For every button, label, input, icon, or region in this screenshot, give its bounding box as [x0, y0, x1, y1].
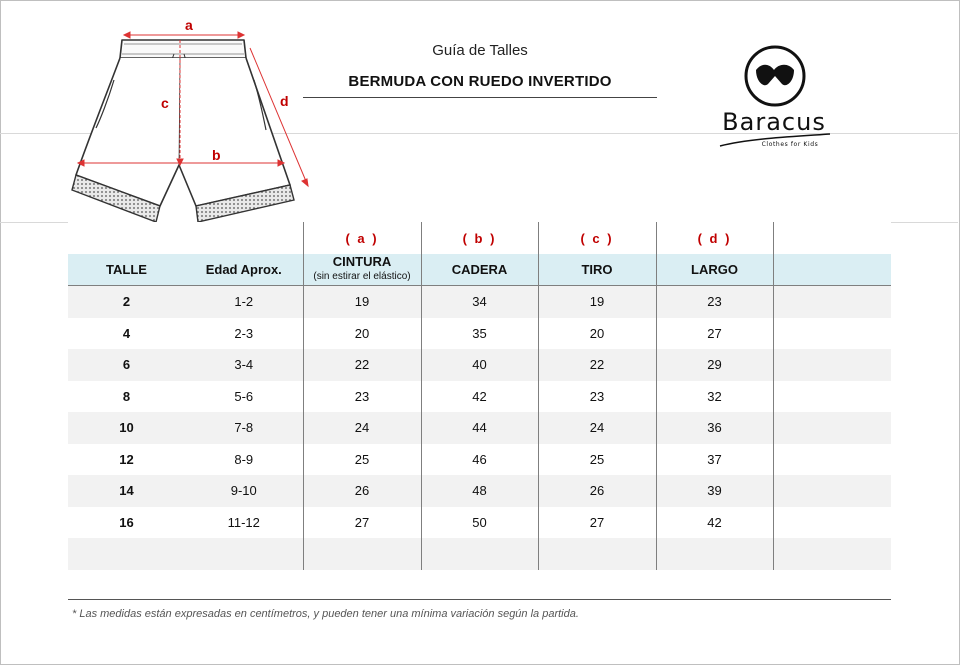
sheet-gridline: [891, 222, 958, 223]
cell-largo: 36: [656, 412, 773, 444]
header-row: [68, 254, 891, 286]
cell-cintura: 20: [303, 318, 421, 350]
header-extra: [773, 254, 891, 286]
letter-cell: ( a ): [303, 222, 421, 254]
header-talle: TALLE: [68, 254, 185, 286]
cell-cadera: 46: [421, 444, 538, 476]
label-a: a: [185, 17, 193, 33]
cell-extra: [773, 475, 891, 507]
cell-extra: [773, 381, 891, 413]
header-tiro: TIRO: [538, 254, 656, 286]
cell-cadera: 35: [421, 318, 538, 350]
guide-title: Guía de Talles: [432, 42, 528, 59]
table-row: [68, 475, 891, 507]
cell-cintura: 26: [303, 475, 421, 507]
cell-talle: 6: [68, 349, 185, 381]
cell-edad: 8-9: [185, 444, 303, 476]
size-table: [68, 222, 891, 570]
cell-cadera: 44: [421, 412, 538, 444]
cell-extra: [773, 412, 891, 444]
cell-cintura: [303, 538, 421, 570]
cell-largo: [656, 538, 773, 570]
cell-extra: [773, 318, 891, 350]
cell-talle: 8: [122, 388, 131, 404]
cell-cadera: [421, 538, 538, 570]
cell-extra: [773, 538, 891, 570]
cell-largo: 29: [656, 349, 773, 381]
label-d: d: [280, 93, 289, 109]
cell-edad: 3-4: [185, 349, 303, 381]
cell-edad: 11-12: [185, 507, 303, 539]
cell-talle: 2: [68, 286, 185, 318]
title-underline: [303, 97, 657, 98]
cell-edad: 1-2: [185, 286, 303, 318]
cell-talle: 14: [68, 475, 185, 507]
cell-cintura: 19: [303, 286, 421, 318]
cell-tiro: 20: [538, 318, 656, 350]
cell-largo: 42: [656, 507, 773, 539]
letter-cell: [773, 222, 891, 254]
cell-edad: 9-10: [185, 475, 303, 507]
logo-tagline: Clothes for Kids: [761, 141, 819, 148]
logo-wordmark: Baracus: [722, 108, 826, 136]
header-cintura-note: (sin estirar el elástico): [313, 271, 411, 282]
cell-extra: [773, 349, 891, 381]
cell-tiro: 22: [538, 349, 656, 381]
header-largo: LARGO: [656, 254, 773, 286]
cell-cintura: 27: [303, 507, 421, 539]
cell-largo: 23: [656, 286, 773, 318]
baracus-logo: [712, 42, 837, 150]
table-row: [68, 444, 891, 476]
footnote-rule: [68, 599, 891, 600]
header-cintura: [303, 254, 421, 286]
cell-talle: 10: [68, 412, 185, 444]
footnote: * Las medidas están expresadas en centímetros, y pueden tener una mínima variación según la partida.: [72, 608, 579, 620]
letter-cell: ( c ): [538, 222, 656, 254]
cell-extra: [773, 507, 891, 539]
cell-cintura: 25: [303, 444, 421, 476]
shorts-diagram: [64, 10, 314, 222]
cell-largo: 27: [656, 318, 773, 350]
cell-edad: 2-3: [185, 318, 303, 350]
cell-cadera: 40: [421, 349, 538, 381]
cell-largo: 39: [656, 475, 773, 507]
label-b: b: [212, 147, 221, 163]
cell-cintura: 24: [303, 412, 421, 444]
sheet-gridline: [0, 222, 68, 223]
cell-largo: 37: [656, 444, 773, 476]
cell-extra: [773, 286, 891, 318]
cell-tiro: 26: [538, 475, 656, 507]
cell-tiro: 24: [538, 412, 656, 444]
cell-largo: 32: [656, 381, 773, 413]
mask-icon: [756, 65, 794, 86]
table-row: [68, 507, 891, 539]
cell-cadera: 34: [421, 286, 538, 318]
cell-cintura: 23: [303, 381, 421, 413]
cell-extra: [773, 444, 891, 476]
cell-cadera: 48: [421, 475, 538, 507]
letter-cell: ( d ): [656, 222, 773, 254]
cell-tiro: 23: [538, 381, 656, 413]
cell-talle: 4: [122, 325, 131, 341]
table-row: [68, 349, 891, 381]
cell-cadera: 42: [421, 381, 538, 413]
table-row: [68, 318, 891, 350]
table-row: [68, 381, 891, 413]
cell-tiro: 27: [538, 507, 656, 539]
label-c: c: [161, 95, 169, 111]
cell-talle: 16: [119, 514, 134, 530]
cell-edad: 7-8: [185, 412, 303, 444]
product-title: BERMUDA CON RUEDO INVERTIDO: [348, 73, 612, 90]
header-cintura-label: CINTURA: [332, 254, 392, 269]
header-edad: Edad Aprox.: [185, 254, 303, 286]
cell-cadera: 50: [421, 507, 538, 539]
shorts-outline: [76, 40, 290, 206]
header-cadera: CADERA: [421, 254, 538, 286]
table-row: [68, 538, 891, 570]
measure-letter-row: [68, 222, 891, 254]
cell-tiro: 19: [538, 286, 656, 318]
letter-cell: [185, 222, 303, 254]
table-row: [68, 412, 891, 444]
letter-cell: ( b ): [421, 222, 538, 254]
cell-talle: [68, 538, 185, 570]
cell-tiro: 25: [538, 444, 656, 476]
cell-edad: [185, 538, 303, 570]
cell-edad: 5-6: [185, 381, 303, 413]
cell-tiro: [538, 538, 656, 570]
cell-cintura: 22: [303, 349, 421, 381]
table-row: [68, 286, 891, 318]
cell-talle: 12: [119, 451, 134, 467]
letter-cell: [68, 222, 185, 254]
